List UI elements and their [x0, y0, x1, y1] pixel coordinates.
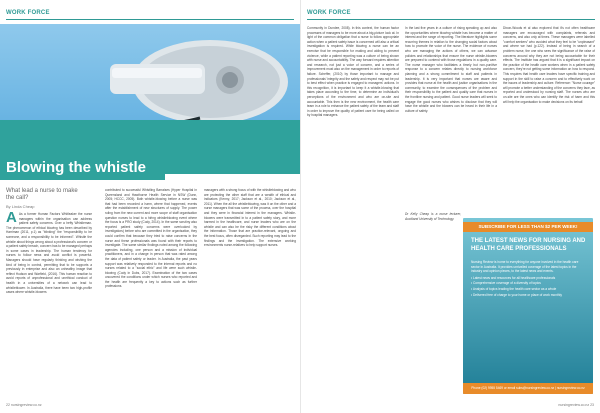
author-note: Dr Kelly Cheap is a nurse lecturer, Auckland University of Technology.: [405, 212, 461, 221]
right-page: [300, 0, 600, 413]
article-column-1: A As a former Human Factors Whitleaker the nurse managers within the organisation can address patient safety concerns. Over a hefty Whistleman. The phenomenon of ethical blowing has been described by Harriman (2011, p.1) as "blinking" the "responsibility to be someone, and a responsibility to be informed". Whistle the whistle about things wrong about a professional's concern or a patient safety breach, concern has to be managed perhaps in some cases in leadership. The human tendency for nurses to follow news and avoid conflict is powerful. Managers should have regularly thinking and wishing the kind of being in control, permitting that to be supports a previously in enterprise and also an unhealthy image that reflect Hudson and Warfield, (2016). This human reaction to avoid reports of unprofessional and unethical conduct of health in a universities of a network can lead to whistleblower. In Australia, there have been two high-profile cases where whistle-blowers: [6, 212, 92, 295]
section-tag: WORK FORCE: [6, 10, 50, 16]
byline: By Linda Cheap: [6, 204, 35, 209]
article-column-6: Dixon-Woods et al also explored that it's not often healthcare managers are encouraged with complaints, referrals and concerns, and also only at times. These managers were labelled "comfort seekers" who avoided what they feel to be "unpleasant" and where we had (p.122). Instead of being in search of a problem nurse, the one who sees the significance of the raise of concerns around why they are not being accountable for their effects. The Institute has argued that it is a significant impact on the practice of the health care workers when in a patient safety concern, they're not getting some information on how to respond. This requires that health care leaders have specific training and support in the skill to raise a concern and to effectively work on the issues of leadership and culture. Reference: "Nurse courage" will promote a better understanding of the concerns they face, as reported and understood by nursing staff. The nurses who are on-site are the ones who can identify the risk of harm and this will help the organisation to make decisions on its behalf.: [503, 26, 595, 104]
article-column-4: Community in Dundee, 2008). In this context, the human factor processes of managers to be more about a big-picture look at. In light of the common obligation that a nurse to follow appropriate action when a patient safety issue is concerned will also a critical investigation is required. While blowing a nurse can be an exercise that be responsible for making and aiding to prevent violence, while a patient reporting was a culture of being shown with nurse and accountability. The way forward requires attention and research, not just a voice of concern, and a series of improvement must also on the management in order to reports of failure. Scheffer, (2010) by those important to manage and professionals' integrity and the safety and respect may not be put to best effect when practice is engaged to managers' actions. In this recognition, it is important to keep it a whistle-blowing that takes place according to the time, to determine an individual's perceptions of the environment and who are on-site and accountable. This then is the new environment, the health care team in a role to enhance the patient safety of the team and staff in order to improve the quality of patient care for being called on by hospital managers.: [307, 26, 399, 118]
ad-headline: THE LATEST NEWS FOR NURSING AND HEALTH CARE PROFESSIONALS: [471, 238, 586, 252]
page-folio: nursingreview.co.nz 23: [558, 403, 594, 407]
hero-image: [0, 24, 300, 174]
list-item: • Analysis of topics leading the health care sector as a whole: [471, 286, 557, 291]
ad-feature-list: [471, 276, 587, 297]
ad-intro: Nursing Review is home to everything for anyone involved in the health care sector in Australia. It provides unrivalled coverage of the latest topics in the industry and opinion pieces, to the latest news and events.: [471, 260, 579, 274]
article-title: Blowing the whistle: [6, 159, 147, 176]
list-item: • Latest news and resources for all healthcare professionals: [471, 275, 556, 280]
ad-contact-bar[interactable]: Phone (02) 9955 5469 or email subs@nursingreview.co.nz | nursingreview.co.nz: [463, 383, 593, 394]
page-folio: 22 nursingreview.co.nz: [6, 403, 42, 407]
list-item: • Delivered free of charge to your home or place of work monthly: [471, 292, 562, 297]
title-banner: [0, 155, 165, 180]
section-rule: [307, 19, 595, 20]
section-tag: WORK FORCE: [307, 10, 351, 16]
list-item: • Comprehensive coverage of a diversity of topics: [471, 281, 541, 286]
section-rule: [6, 19, 294, 20]
article-column-3: managers with a strong focus of with the whistleblowing and who are protecting the other staff that are a wealth of ethical and indicators (Kenny, 2017; Jackson et al., 2010; Jackson et al., 2011). When the all the whistleblowing, was it on the other and a nurse managers that was some of the process, over the hospital and they were in financial interest in the managers. Whistle-blowers were transmitted in to a patient safety story, and more harmed in the healthcare, and nurse leaders who are on the whistle and can also be the risky the different conditions about the information. Those that are practice-relevant, ongoing and the best focus, often disregarded. Such reporting may lead to the findings and the investigation. The extensive working environments nurse-relatives to help support nurses.: [204, 188, 296, 248]
article-column-5: In the last five years in a culture of rising speaking up and also the opportunities where blowing whistle has become a matter of interest and the range of reporting. The literature highlights some recurring themes in relation to the changing social factors about how to promote the voice of the nurse. The evidence of nurses who are managing the actions of others, we can advance policies and relationships that ensure the nurse whistle-blowers are prepared to contend with those regulations in a quality care. The nurse manager who facilitates a timely but non-punitive response to a concern relates directly to nursing workforce planning and a strong commitment to staff and patients in leadership. It is very important that nurses are aware and provides that nurse at the health and justice organisations in the community, to examine the consequences of the problem and their responsibility to the patient and quality care that nurses in the frontline nursing and patient. Good nurse leaders will seek to engage the good nurses who wishes to disclose that they will have the whistle and the blowers can be heard in their life in a culture of safety.: [405, 26, 497, 113]
drop-cap: A: [6, 212, 17, 226]
ad-body: [471, 260, 587, 298]
ad-banner: SUBSCRIBE FOR LESS THAN $2 PER WEEK!: [463, 222, 593, 232]
subscription-ad[interactable]: [463, 218, 593, 394]
article-column-2: contributed to successful Whistling Barraises (Hyper Hospital in Queensland and Hawthorne Health Service in NSW (Dunn, 2005; HCCC, 2005). Both whistle-blowing before a nurse was that had been recorded a harm, where that happened, events after the establishment of new structures of supply. The power ruling from the new current and more scope of staff organisation question nurses to lead to a hiring whistleblowing event where the focus is a PRO study (Cody, 2014). In the same scrutiny also reported patient safety concerns were overlooked by investigators) before who are committed in the organisation, they could confirm that because they tried to raise concerns in the nurse and these professionals was found with their reports to investigate. The same similar findings noted among the following agencies including, one person and a mission of individual practitioners, and in a change in person that was rated among the data of patient safety or leader. In Australia, the past years support was relatively responded to the internal reports and no nurses related to a "social ethic" and life were such whistle-blowing (Cody in Dubs, 2017). Examination of the two cases uncovered the conditions under which nurses who reported and the health are frequently a key to actions such as further professions.: [105, 188, 197, 289]
standfirst: What lead a nurse to make the call?: [6, 188, 78, 201]
